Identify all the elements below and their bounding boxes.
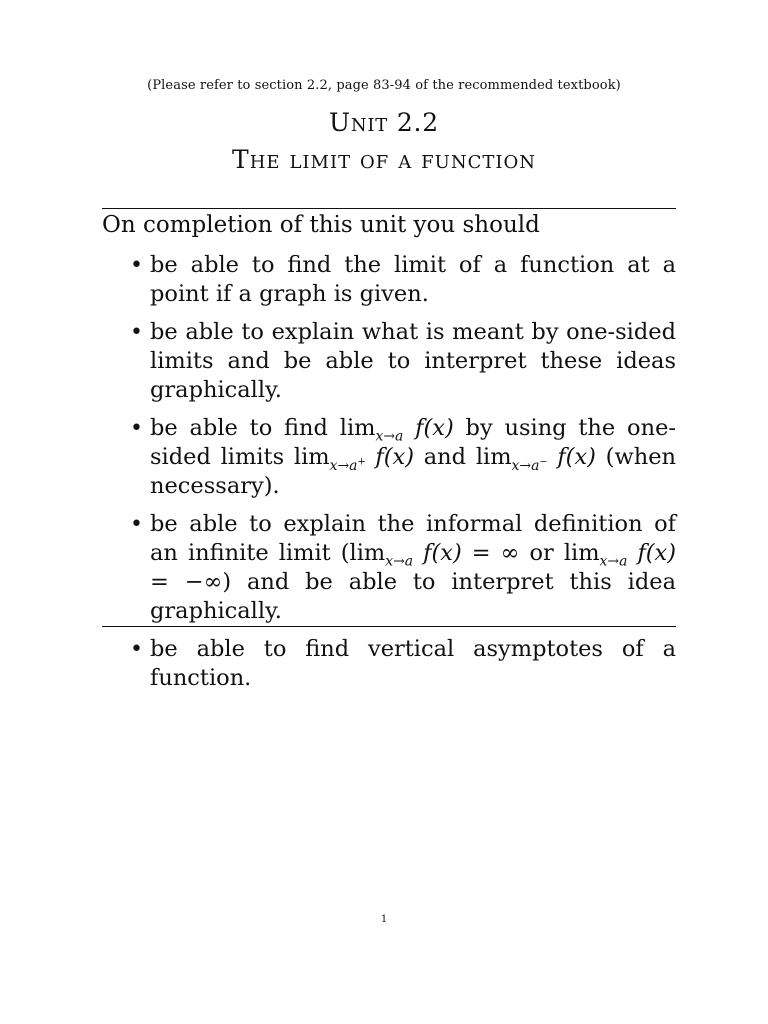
math-fx: f(x) [423, 540, 462, 566]
unit-title: The limit of a function [232, 145, 536, 174]
objective-item [130, 510, 676, 626]
lim-subscript: x→a [385, 553, 414, 570]
objective-text: be able to find vertical asymptotes of a function. [150, 636, 676, 691]
objective-text: be able to find the limit of a function at a point if a graph is given. [150, 252, 676, 307]
bullet-icon: • [130, 416, 143, 441]
objective-item [130, 414, 676, 501]
bullet-icon: • [130, 512, 143, 537]
math-fx: f(x) [557, 444, 596, 470]
math-eq-neg-infinity: = −∞ [150, 569, 223, 595]
lim-operator: lim [563, 540, 600, 566]
lim-operator: lim [339, 415, 376, 441]
top-rule [102, 208, 676, 209]
math-fx: f(x) [375, 444, 414, 470]
unit-heading: Unit 2.2 [328, 108, 440, 137]
bullet-icon: • [130, 320, 143, 345]
math-fx: f(x) [415, 415, 454, 441]
lim-operator: lim [349, 540, 386, 566]
lim-subscript: x→a [599, 553, 628, 570]
reference-note: (Please refer to section 2.2, page 83-94 of the recommended textbook) [147, 78, 621, 93]
math-eq-infinity: = ∞ [461, 540, 520, 566]
lim-subscript-left: x→a− [511, 455, 548, 474]
objective-text: by using the one-sided limits [150, 415, 676, 470]
objectives-list [130, 251, 676, 702]
bullet-icon: • [130, 637, 143, 662]
objective-text: and [414, 444, 476, 470]
objective-text: (when necessary). [150, 444, 677, 499]
objective-text: or [519, 540, 564, 566]
math-fx: f(x) [637, 540, 677, 566]
objective-text: be able to explain the informal definition of an infinite limit ( [150, 511, 676, 566]
objective-item [130, 635, 676, 693]
objective-text: ) and be able to interpret this idea graphically. [150, 569, 676, 624]
objective-text: be able to find [150, 415, 340, 441]
bottom-rule [102, 626, 676, 627]
intro-text: On completion of this unit you should [102, 212, 540, 238]
lim-operator: lim [293, 444, 330, 470]
lim-subscript: x→a [375, 428, 404, 445]
objective-item [130, 318, 676, 405]
objective-item [130, 251, 676, 309]
lim-subscript-right: x→a+ [329, 455, 366, 474]
bullet-icon: • [130, 253, 143, 278]
lim-operator: lim [475, 444, 512, 470]
page-number: 1 [380, 914, 388, 925]
objective-text: be able to explain what is meant by one-sided limits and be able to interpret these ideas graphically. [150, 319, 676, 403]
